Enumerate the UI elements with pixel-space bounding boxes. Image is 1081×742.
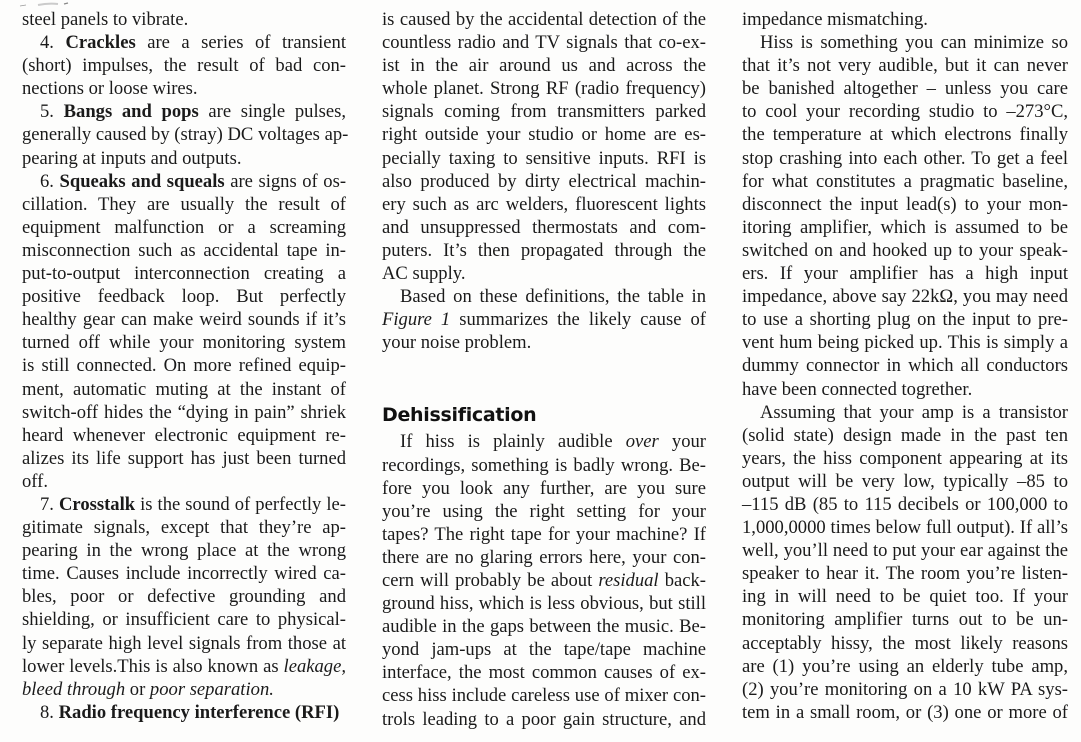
- line-text: your: [658, 431, 706, 453]
- text-line: [22, 285, 346, 308]
- line-text: itoring amplifier, which is assumed to be: [742, 216, 1068, 238]
- line-text: ist in the air around us and across the: [382, 55, 706, 77]
- text-line: [22, 54, 346, 77]
- line-text: nections or loose wires.: [22, 78, 198, 100]
- line-text: your noise problem.: [382, 332, 532, 354]
- line-text: whole planet. Strong RF (radio frequency): [382, 78, 706, 100]
- text-line: [22, 378, 346, 401]
- line-text: for what constitutes a pragmatic baseline,: [742, 170, 1068, 192]
- text-line: [382, 170, 706, 193]
- text-line: [742, 562, 1068, 585]
- line-text: have been connected togrether.: [742, 378, 973, 400]
- text-line: [22, 401, 346, 424]
- item-number: 6.: [40, 170, 60, 192]
- line-text: generally caused by (stray) DC voltages ap-: [22, 124, 349, 146]
- line-text: back-: [658, 569, 706, 591]
- text-line: [382, 285, 706, 308]
- text-line: [742, 239, 1068, 262]
- line-text: years, the hiss component appearing at its: [742, 447, 1068, 469]
- text-line: [742, 585, 1068, 608]
- text-line: [22, 608, 346, 631]
- text-line: [22, 262, 346, 285]
- text-line: [382, 193, 706, 216]
- text-line: [22, 354, 346, 377]
- item-number: 7.: [40, 493, 59, 515]
- text-line: [22, 331, 346, 354]
- text-line: [742, 401, 1068, 424]
- text-line: [382, 123, 706, 146]
- text-line: [22, 100, 346, 123]
- text-line: [22, 147, 346, 170]
- line-text: switch-off hides the “dying in pain” shriek: [22, 401, 346, 423]
- line-text: ly separate high level signals from those at: [22, 632, 346, 654]
- text-line: [382, 592, 706, 615]
- text-line: [22, 239, 346, 262]
- text-line: [742, 447, 1068, 470]
- line-text: and unsuppressed thermostats and com-: [382, 216, 706, 238]
- line-text: cillation. They are usually the result of: [22, 193, 346, 215]
- line-text: (short) impulses, the result of bad con-: [22, 55, 346, 77]
- line-text: off.: [22, 470, 48, 492]
- line-text: or: [125, 678, 150, 700]
- line-text: trols leading to a poor gain structure, and: [382, 708, 706, 730]
- line-text: heard whenever electronic equipment re-: [22, 424, 346, 446]
- line-text: is the sound of perfectly le-: [135, 493, 346, 515]
- line-text: are single pulses,: [198, 101, 346, 123]
- italic-text: Figure 1: [382, 309, 451, 331]
- line-text: steel panels to vibrate.: [22, 9, 189, 30]
- text-line: [382, 523, 706, 546]
- line-text: If hiss is plainly audible: [400, 431, 626, 453]
- italic-text: bleed through: [22, 678, 126, 700]
- line-text: disconnect the input lead(s) to your mon-: [742, 193, 1068, 215]
- text-line: [382, 546, 706, 569]
- text-line: [22, 701, 346, 724]
- line-text: impedance, above say 22kΩ, you may need: [742, 286, 1068, 308]
- text-line: [22, 655, 346, 678]
- text-line: [742, 632, 1068, 655]
- line-text: that it’s not very audible, but it can never: [742, 55, 1068, 77]
- line-text: to cool your recording studio to –273°C,: [742, 101, 1068, 123]
- text-line: [382, 569, 706, 592]
- text-line: [742, 308, 1068, 331]
- text-line: [22, 493, 346, 516]
- text-line: [742, 331, 1068, 354]
- text-line: [382, 308, 706, 331]
- text-line: [22, 77, 346, 100]
- text-line: [382, 500, 706, 523]
- text-column-1: [22, 8, 349, 724]
- italic-text: over: [625, 431, 659, 453]
- line-text: you’re using the right setting for your: [382, 500, 706, 522]
- text-line: [22, 539, 346, 562]
- text-line: [22, 170, 346, 193]
- text-line: [22, 632, 346, 655]
- text-line: [22, 447, 346, 470]
- line-text: put-to-output interconnection creating a: [22, 263, 346, 285]
- text-line: [742, 77, 1068, 100]
- line-text: alizes its life support has just been turned: [22, 447, 346, 469]
- bold-term: Bangs and pops: [63, 101, 199, 123]
- text-line: [382, 216, 706, 239]
- text-line: [22, 193, 346, 216]
- line-text: gitimate signals, except that they’re ap-: [22, 517, 346, 539]
- line-text: pecially taxing to sensitive inputs. RFI is: [382, 147, 706, 169]
- line-text: tem in a small room, or (3) one or more of: [742, 701, 1068, 723]
- line-text: ery such as arc welders, fluorescent lights: [382, 193, 706, 215]
- text-line: [22, 424, 346, 447]
- line-text: pearing in the wrong place at the wrong: [22, 540, 346, 562]
- line-text: there are no glaring errors here, your con-: [382, 546, 706, 568]
- text-line: [742, 470, 1068, 493]
- text-line: [382, 638, 706, 661]
- item-number: 5.: [40, 101, 64, 123]
- line-text: misconnection such as accidental tape in-: [22, 239, 346, 261]
- line-text: Assuming that your amp is a transistor: [760, 401, 1068, 423]
- text-line: [382, 661, 706, 684]
- text-line: [742, 516, 1068, 539]
- line-text: speaker to hear it. The room you’re listen-: [742, 563, 1068, 585]
- text-line: [382, 77, 706, 100]
- line-text: AC supply.: [382, 263, 466, 285]
- line-text: are (1) you’re using an elderly tube amp,: [742, 655, 1068, 677]
- line-text: well, you’ll need to put your ear against the: [742, 540, 1068, 562]
- text-line: [22, 31, 346, 54]
- line-text: countless radio and TV signals that co-ex-: [382, 32, 706, 54]
- text-line: [382, 708, 706, 731]
- line-text: to use a shorting plug on the input to pre-: [742, 309, 1068, 331]
- line-text: output will be very low, typically –85 to: [742, 470, 1068, 492]
- text-line: [742, 678, 1068, 701]
- text-line: [742, 170, 1068, 193]
- text-line: [742, 608, 1068, 631]
- line-text: bles, poor or defective grounding and: [22, 586, 346, 608]
- text-line: [742, 8, 1068, 31]
- column-2-paragraphs-top: [382, 8, 706, 354]
- line-text: fore you look any further, are you sure: [382, 477, 706, 499]
- text-line: [382, 8, 706, 31]
- text-line: [742, 378, 1068, 401]
- line-text: turned off while your monitoring system: [22, 332, 346, 354]
- text-line: [22, 470, 346, 493]
- line-text: ment, automatic muting at the instant of: [22, 378, 346, 400]
- text-line: [742, 424, 1068, 447]
- line-text: (2) you’re monitoring on a 10 kW PA sys-: [742, 678, 1068, 700]
- line-text: 1,000,0000 times below full output). If all’s: [742, 517, 1068, 539]
- text-line: [382, 454, 706, 477]
- line-text: pearing at inputs and outputs.: [22, 147, 242, 169]
- line-text: ers. If your amplifier has a high input: [742, 263, 1068, 285]
- text-line: [742, 123, 1068, 146]
- column-2-paragraphs-bottom: [382, 430, 706, 730]
- text-line: [742, 262, 1068, 285]
- text-line: [742, 354, 1068, 377]
- line-text: audible in the gaps between the music. Be-: [382, 616, 706, 638]
- line-text: monitoring amplifier turns out to be un-: [742, 609, 1068, 631]
- text-line: [382, 239, 706, 262]
- line-text: are a series of transient: [135, 32, 346, 54]
- line-text: signals coming from transmitters parked: [382, 101, 706, 123]
- line-text: is caused by the accidental detection of the: [382, 9, 706, 30]
- line-text: switched on and hooked up to your speak-: [742, 239, 1068, 261]
- text-line: [382, 430, 706, 453]
- text-line: [742, 216, 1068, 239]
- text-line: [742, 193, 1068, 216]
- text-line: [382, 31, 706, 54]
- line-text: acceptably hissy, the most likely reasons: [742, 632, 1068, 654]
- text-line: [22, 308, 346, 331]
- text-line: [382, 54, 706, 77]
- line-text: puters. It’s then propagated through the: [382, 239, 706, 261]
- text-line: [742, 701, 1068, 724]
- line-text: Based on these definitions, the table in: [400, 286, 706, 308]
- line-text: be banished altogether – unless you care: [742, 78, 1068, 100]
- line-text: Hiss is something you can minimize so: [760, 32, 1068, 54]
- line-text: yond jam-ups at the tape/tape machine: [382, 639, 706, 661]
- line-text: summarizes the likely cause of: [450, 309, 706, 331]
- line-text: healthy gear can make weird sounds if it’s: [22, 309, 346, 331]
- text-column-2: [382, 8, 706, 731]
- line-text: recordings, something is badly wrong. Be-: [382, 454, 706, 476]
- text-line: [382, 331, 706, 354]
- text-line: [22, 8, 346, 31]
- text-line: [382, 684, 706, 707]
- text-line: [742, 539, 1068, 562]
- line-text: the temperature at which electrons finally: [742, 124, 1068, 146]
- text-line: [382, 100, 706, 123]
- item-number: 4.: [40, 32, 66, 54]
- text-line: [382, 147, 706, 170]
- line-text: are signs of os-: [224, 170, 347, 192]
- line-text: cess hiss include careless use of mixer con-: [382, 685, 706, 707]
- line-text: equipment malfunction or a screaming: [22, 216, 346, 238]
- text-line: [382, 477, 706, 500]
- line-text: shielding, or insufficient care to physical-: [22, 609, 346, 631]
- text-line: [22, 585, 346, 608]
- line-text: interface, the most common causes of ex-: [382, 662, 706, 684]
- item-number: 8.: [40, 701, 59, 723]
- section-heading-dehissification: Dehissification: [382, 404, 537, 427]
- text-line: [742, 31, 1068, 54]
- text-line: [22, 123, 349, 146]
- italic-text: leakage,: [283, 655, 346, 677]
- text-line: [742, 147, 1068, 170]
- line-text: stop crashing into each other. To get a feel: [742, 147, 1068, 169]
- text-line: [742, 54, 1068, 77]
- text-line: [22, 562, 346, 585]
- line-text: is still connected. On more refined equip-: [22, 355, 346, 377]
- text-line: [742, 655, 1068, 678]
- text-line: [382, 615, 706, 638]
- text-line: [22, 216, 346, 239]
- italic-text: residual: [598, 569, 659, 591]
- bold-term: Crosstalk: [58, 493, 136, 515]
- line-text: ground hiss, which is less obvious, but still: [382, 593, 706, 615]
- text-line: [742, 285, 1068, 308]
- bold-term: Crackles: [65, 32, 136, 54]
- line-text: dummy connector in which all conductors: [742, 355, 1068, 377]
- line-text: right outside your studio or home are es-: [382, 124, 706, 146]
- text-column-3: [742, 8, 1068, 724]
- line-text: ing in will need to be quiet too. If your: [742, 586, 1068, 608]
- text-line: [382, 262, 706, 285]
- bold-term: Squeaks and squeals: [59, 170, 225, 192]
- text-line: [22, 516, 346, 539]
- line-text: –115 dB (85 to 115 decibels or 100,000 to: [742, 493, 1068, 515]
- bold-term: Radio frequency interference (RFI): [58, 701, 340, 723]
- line-text: (solid state) design made in the past ten: [742, 424, 1068, 446]
- line-text: lower levels.This is also known as: [22, 655, 284, 677]
- text-line: [742, 493, 1068, 516]
- line-text: time. Causes include incorrectly wired ca-: [22, 563, 346, 585]
- line-text: cern will probably be about: [382, 569, 599, 591]
- text-line: [22, 678, 346, 701]
- line-text: vent hum being picked up. This is simply a: [742, 332, 1068, 354]
- text-line: [742, 100, 1068, 123]
- line-text: tapes? The right tape for your machine? If: [382, 523, 706, 545]
- line-text: positive feedback loop. But perfectly: [22, 286, 346, 308]
- italic-text: poor separation.: [149, 678, 274, 700]
- line-text: also produced by dirty electrical machin-: [382, 170, 706, 192]
- line-text: impedance mismatching.: [742, 9, 928, 30]
